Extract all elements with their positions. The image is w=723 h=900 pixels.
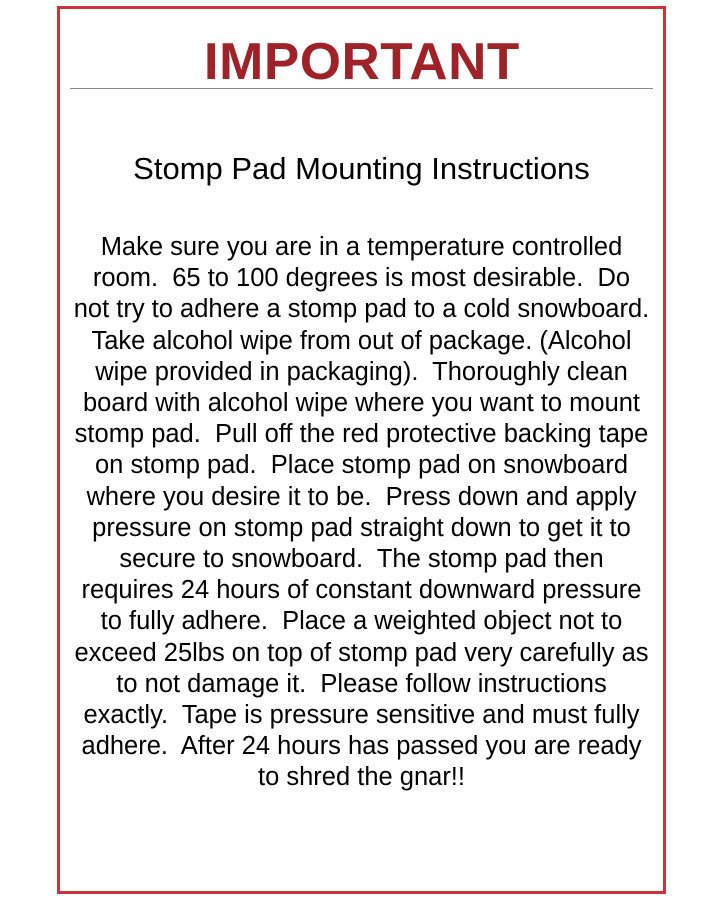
important-banner <box>60 21 663 87</box>
header-divider-rule <box>70 88 653 89</box>
page-title: Stomp Pad Mounting Instructions <box>133 151 590 186</box>
red-border-frame <box>57 6 666 894</box>
important-banner-text: important <box>203 21 520 87</box>
frame-content-area <box>60 9 663 891</box>
instructions-body-text: Make sure you are in a temperature controlled room. 65 to 100 degrees is most desirable. Do not try to adhere a stomp pad to a cold snowboard. Take alcohol wipe from out of package. (Alcohol wipe provided in packaging). Thoroughly clean board with alcohol wipe where you want to mount stomp pad. Pull off the red protective backing tape on stomp pad. Place stomp pad on snowboard where you desire it to be. Press down and apply pressure on stomp pad straight down to get it to secure to snowboard. The stomp pad then requires 24 hours of constant downward pressure to fully adhere. Place a weighted object not to exceed 25lbs on top of stomp pad very carefully as to not damage it. Please follow instructions exactly. Tape is pressure sensitive and must fully adhere. After 24 hours has passed you are ready to shred the gnar!! <box>73 233 664 792</box>
